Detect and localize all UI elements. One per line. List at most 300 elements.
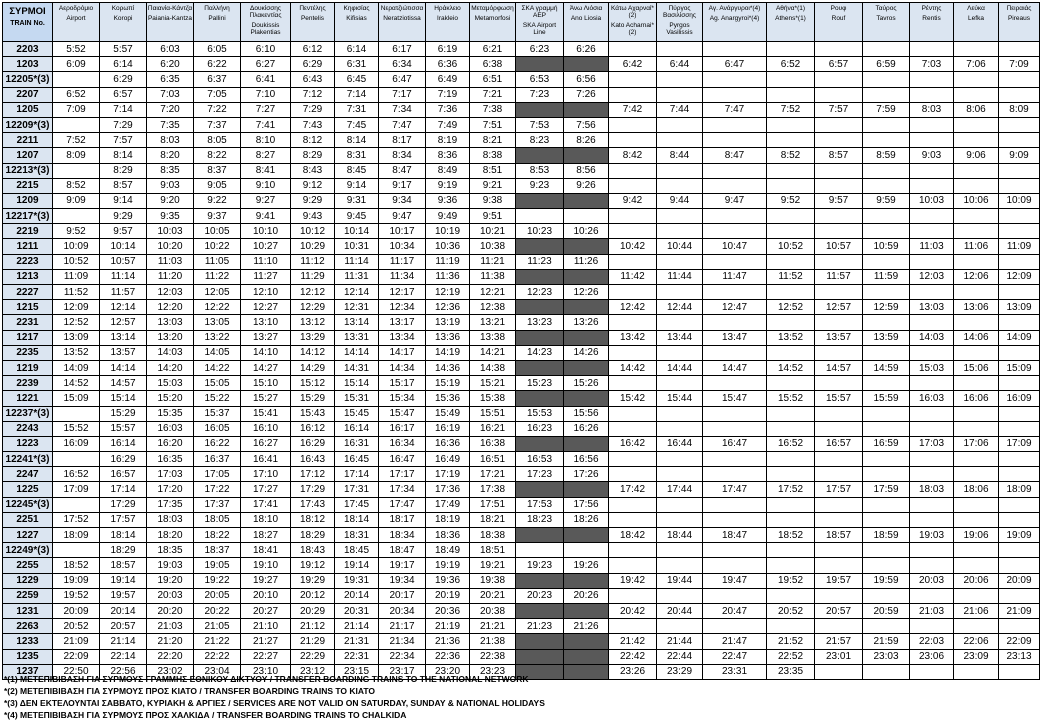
train-number-cell: 1219 <box>3 360 53 375</box>
time-cell: 16:03 <box>910 391 954 406</box>
time-cell: 21:36 <box>426 634 470 649</box>
empty-cell <box>815 163 863 178</box>
time-cell: 14:05 <box>194 345 241 360</box>
time-cell: 16:56 <box>564 452 609 467</box>
time-cell: 22:56 <box>100 664 147 679</box>
empty-cell <box>863 87 910 102</box>
time-cell: 19:42 <box>609 573 657 588</box>
time-cell: 6:17 <box>379 42 426 57</box>
empty-cell <box>999 452 1040 467</box>
time-cell: 8:03 <box>910 102 954 117</box>
empty-cell <box>954 421 999 436</box>
time-cell: 17:05 <box>194 467 241 482</box>
empty-cell <box>815 588 863 603</box>
time-cell: 18:23 <box>516 512 564 527</box>
empty-cell <box>53 209 100 224</box>
time-cell: 20:21 <box>470 588 516 603</box>
time-cell: 22:42 <box>609 649 657 664</box>
empty-cell <box>657 285 703 300</box>
header-label-greek: Ταύρος <box>875 5 897 12</box>
empty-cell <box>815 72 863 87</box>
time-cell: 7:27 <box>241 102 291 117</box>
empty-cell <box>609 558 657 573</box>
time-cell: 10:44 <box>657 239 703 254</box>
time-cell: 17:45 <box>335 497 379 512</box>
empty-cell <box>767 543 815 558</box>
no-service-cell <box>516 634 564 649</box>
empty-cell <box>954 315 999 330</box>
train-number-cell: 2203 <box>3 42 53 57</box>
empty-cell <box>910 224 954 239</box>
empty-cell <box>703 87 767 102</box>
time-cell: 18:57 <box>815 528 863 543</box>
time-cell: 17:56 <box>564 497 609 512</box>
time-cell: 19:09 <box>53 573 100 588</box>
time-cell: 7:10 <box>241 87 291 102</box>
time-cell: 16:37 <box>194 452 241 467</box>
time-cell: 16:47 <box>703 436 767 451</box>
time-cell: 9:03 <box>910 148 954 163</box>
no-service-cell <box>564 528 609 543</box>
time-cell: 13:17 <box>379 315 426 330</box>
time-cell: 6:03 <box>147 42 194 57</box>
time-cell: 18:44 <box>657 528 703 543</box>
time-cell: 8:38 <box>470 148 516 163</box>
time-cell: 13:27 <box>241 330 291 345</box>
empty-cell <box>609 42 657 57</box>
time-cell: 19:38 <box>470 573 516 588</box>
empty-cell <box>954 588 999 603</box>
time-cell: 9:49 <box>426 209 470 224</box>
time-cell: 19:52 <box>53 588 100 603</box>
time-cell: 6:12 <box>291 42 335 57</box>
time-cell: 21:22 <box>194 634 241 649</box>
table-row <box>3 239 1040 254</box>
header-label-greek: Παιανία-Κάντζα <box>147 5 193 12</box>
station-header <box>147 3 194 42</box>
time-cell: 7:20 <box>147 102 194 117</box>
time-cell: 11:20 <box>147 269 194 284</box>
header-label-english: Doukissis Plakentias <box>250 22 281 36</box>
time-cell: 13:23 <box>516 315 564 330</box>
empty-cell <box>999 421 1040 436</box>
empty-cell <box>657 543 703 558</box>
time-cell: 13:44 <box>657 330 703 345</box>
time-cell: 11:38 <box>470 269 516 284</box>
time-cell: 13:57 <box>100 345 147 360</box>
time-cell: 10:26 <box>564 224 609 239</box>
train-number-cell: 2259 <box>3 588 53 603</box>
time-cell: 17:44 <box>657 482 703 497</box>
train-number-cell: 2243 <box>3 421 53 436</box>
time-cell: 20:29 <box>291 603 335 618</box>
time-cell: 7:17 <box>379 87 426 102</box>
time-cell: 9:52 <box>53 224 100 239</box>
empty-cell <box>999 209 1040 224</box>
time-cell: 11:26 <box>564 254 609 269</box>
no-service-cell <box>516 391 564 406</box>
empty-cell <box>703 254 767 269</box>
station-header <box>194 3 241 42</box>
time-cell: 13:42 <box>609 330 657 345</box>
train-number-cell: 2255 <box>3 558 53 573</box>
time-cell: 20:52 <box>767 603 815 618</box>
train-number-cell: 2207 <box>3 87 53 102</box>
time-cell: 13:21 <box>470 315 516 330</box>
empty-cell <box>609 209 657 224</box>
time-cell: 8:57 <box>815 148 863 163</box>
time-cell: 6:09 <box>53 57 100 72</box>
time-cell: 6:42 <box>609 57 657 72</box>
no-service-cell <box>564 436 609 451</box>
time-cell: 18:05 <box>194 512 241 527</box>
time-cell: 15:53 <box>516 406 564 421</box>
time-cell: 12:26 <box>564 285 609 300</box>
header-label-english: Pyrgos Vasilissis <box>666 22 693 36</box>
no-service-cell <box>564 649 609 664</box>
header-label-greek: Νερατζιώτισσα <box>380 5 424 12</box>
time-cell: 17:53 <box>516 497 564 512</box>
time-cell: 10:05 <box>194 224 241 239</box>
time-cell: 22:27 <box>241 649 291 664</box>
train-number-cell: 1235 <box>3 649 53 664</box>
time-cell: 14:14 <box>335 345 379 360</box>
time-cell: 10:20 <box>147 239 194 254</box>
time-cell: 8:49 <box>426 163 470 178</box>
header-label-english: SKA Airport Line <box>522 22 557 36</box>
empty-cell <box>609 163 657 178</box>
table-row <box>3 163 1040 178</box>
time-cell: 10:14 <box>335 224 379 239</box>
time-cell: 15:22 <box>194 391 241 406</box>
empty-cell <box>767 42 815 57</box>
time-cell: 11:14 <box>335 254 379 269</box>
time-cell: 15:38 <box>470 391 516 406</box>
empty-cell <box>657 178 703 193</box>
empty-cell <box>999 376 1040 391</box>
time-cell: 13:10 <box>241 315 291 330</box>
time-cell: 19:12 <box>291 558 335 573</box>
time-cell: 6:51 <box>470 72 516 87</box>
empty-cell <box>910 345 954 360</box>
time-cell: 18:27 <box>241 528 291 543</box>
empty-cell <box>767 178 815 193</box>
time-cell: 9:09 <box>999 148 1040 163</box>
empty-cell <box>863 467 910 482</box>
train-number-cell: 12217*(3) <box>3 209 53 224</box>
time-cell: 15:09 <box>53 391 100 406</box>
station-header <box>379 3 426 42</box>
time-cell: 10:17 <box>379 224 426 239</box>
train-number-cell: 1227 <box>3 528 53 543</box>
empty-cell <box>910 72 954 87</box>
empty-cell <box>703 543 767 558</box>
empty-cell <box>767 345 815 360</box>
time-cell: 22:09 <box>999 634 1040 649</box>
time-cell: 11:09 <box>53 269 100 284</box>
empty-cell <box>910 406 954 421</box>
empty-cell <box>954 42 999 57</box>
time-cell: 13:59 <box>863 330 910 345</box>
table-row <box>3 436 1040 451</box>
time-cell: 7:36 <box>426 102 470 117</box>
time-cell: 11:52 <box>53 285 100 300</box>
time-cell: 8:29 <box>291 148 335 163</box>
table-row <box>3 72 1040 87</box>
empty-cell <box>53 543 100 558</box>
time-cell: 5:57 <box>100 42 147 57</box>
time-cell: 23:06 <box>910 649 954 664</box>
empty-cell <box>910 588 954 603</box>
time-cell: 23:23 <box>470 664 516 679</box>
table-row <box>3 497 1040 512</box>
header-label-english: Neratziotissa <box>383 15 421 22</box>
empty-cell <box>767 512 815 527</box>
time-cell: 7:44 <box>657 102 703 117</box>
time-cell: 10:14 <box>100 239 147 254</box>
empty-cell <box>657 72 703 87</box>
time-cell: 8:51 <box>470 163 516 178</box>
table-row <box>3 482 1040 497</box>
time-cell: 8:03 <box>147 133 194 148</box>
table-row <box>3 573 1040 588</box>
time-cell: 15:52 <box>767 391 815 406</box>
time-cell: 6:19 <box>426 42 470 57</box>
time-cell: 22:38 <box>470 649 516 664</box>
time-cell: 12:36 <box>426 300 470 315</box>
time-cell: 20:47 <box>703 603 767 618</box>
empty-cell <box>767 376 815 391</box>
time-cell: 20:59 <box>863 603 910 618</box>
empty-cell <box>999 619 1040 634</box>
time-cell: 9:43 <box>291 209 335 224</box>
time-cell: 6:49 <box>426 72 470 87</box>
time-cell: 15:26 <box>564 376 609 391</box>
time-cell: 15:49 <box>426 406 470 421</box>
time-cell: 18:47 <box>703 528 767 543</box>
time-cell: 8:41 <box>241 163 291 178</box>
empty-cell <box>657 87 703 102</box>
time-cell: 13:05 <box>194 315 241 330</box>
time-cell: 20:09 <box>53 603 100 618</box>
time-cell: 19:21 <box>470 558 516 573</box>
time-cell: 11:59 <box>863 269 910 284</box>
time-cell: 17:57 <box>815 482 863 497</box>
time-cell: 16:21 <box>470 421 516 436</box>
time-cell: 6:31 <box>335 57 379 72</box>
time-cell: 9:14 <box>100 193 147 208</box>
header-label-greek: Ρέντης <box>921 5 942 12</box>
header-label-greek: Αεροδρόμιο <box>58 5 94 12</box>
time-cell: 11:19 <box>426 254 470 269</box>
empty-cell <box>910 42 954 57</box>
time-cell: 10:29 <box>291 239 335 254</box>
time-cell: 20:26 <box>564 588 609 603</box>
train-number-cell: 2223 <box>3 254 53 269</box>
time-cell: 8:12 <box>291 133 335 148</box>
time-cell: 16:09 <box>999 391 1040 406</box>
time-cell: 21:21 <box>470 619 516 634</box>
header-label-greek: Άνω Λιόσια <box>569 5 603 12</box>
no-service-cell <box>564 193 609 208</box>
time-cell: 16:19 <box>426 421 470 436</box>
time-cell: 15:14 <box>335 376 379 391</box>
train-number-cell: 1225 <box>3 482 53 497</box>
time-cell: 16:49 <box>426 452 470 467</box>
time-cell: 16:05 <box>194 421 241 436</box>
station-header <box>516 3 564 42</box>
time-cell: 8:56 <box>564 163 609 178</box>
time-cell: 8:26 <box>564 133 609 148</box>
empty-cell <box>609 421 657 436</box>
time-cell: 17:57 <box>100 512 147 527</box>
time-cell: 22:47 <box>703 649 767 664</box>
header-label-greek: Ρουφ <box>830 5 847 12</box>
time-cell: 19:19 <box>426 558 470 573</box>
time-cell: 8:45 <box>335 163 379 178</box>
empty-cell <box>657 619 703 634</box>
header-label-greek: Πύργος Βασιλίσσης <box>662 5 696 19</box>
time-cell: 14:17 <box>379 345 426 360</box>
footnotes <box>4 673 1014 721</box>
train-number-cell: 12237*(3) <box>3 406 53 421</box>
empty-cell <box>767 72 815 87</box>
time-cell: 10:59 <box>863 239 910 254</box>
empty-cell <box>609 87 657 102</box>
train-number-cell: 2263 <box>3 619 53 634</box>
empty-cell <box>999 497 1040 512</box>
time-cell: 15:52 <box>53 421 100 436</box>
time-cell: 13:14 <box>335 315 379 330</box>
station-header <box>910 3 954 42</box>
no-service-cell <box>564 148 609 163</box>
time-cell: 8:19 <box>426 133 470 148</box>
no-service-cell <box>564 102 609 117</box>
header-label-english: Metamorfosi <box>474 15 511 22</box>
table-row <box>3 421 1040 436</box>
train-number-cell: 1223 <box>3 436 53 451</box>
time-cell: 20:57 <box>100 619 147 634</box>
time-cell: 6:57 <box>815 57 863 72</box>
time-cell: 22:34 <box>379 649 426 664</box>
time-cell: 21:31 <box>335 634 379 649</box>
empty-cell <box>954 72 999 87</box>
time-cell: 15:05 <box>194 376 241 391</box>
no-service-cell <box>516 300 564 315</box>
empty-cell <box>53 452 100 467</box>
header-label-greek: Πειραιάς <box>1006 5 1032 12</box>
empty-cell <box>999 315 1040 330</box>
time-cell: 12:38 <box>470 300 516 315</box>
table-row <box>3 133 1040 148</box>
empty-cell <box>999 178 1040 193</box>
time-cell: 12:27 <box>241 300 291 315</box>
station-header <box>241 3 291 42</box>
time-cell: 19:59 <box>863 573 910 588</box>
time-cell: 21:14 <box>335 619 379 634</box>
time-cell: 10:06 <box>954 193 999 208</box>
header-label-greek: Μεταμόρφωση <box>471 5 514 12</box>
time-cell: 6:45 <box>335 72 379 87</box>
time-cell: 11:09 <box>999 239 1040 254</box>
time-cell: 8:52 <box>767 148 815 163</box>
time-cell: 18:09 <box>999 482 1040 497</box>
time-cell: 23:03 <box>863 649 910 664</box>
time-cell: 18:21 <box>470 512 516 527</box>
time-cell: 7:05 <box>194 87 241 102</box>
empty-cell <box>815 224 863 239</box>
empty-cell <box>999 588 1040 603</box>
empty-cell <box>910 209 954 224</box>
time-cell: 13:38 <box>470 330 516 345</box>
time-cell: 19:44 <box>657 573 703 588</box>
empty-cell <box>815 345 863 360</box>
time-cell: 8:14 <box>100 148 147 163</box>
time-cell: 17:22 <box>194 482 241 497</box>
time-cell: 15:41 <box>241 406 291 421</box>
time-cell: 8:34 <box>379 148 426 163</box>
empty-cell <box>863 497 910 512</box>
time-cell: 10:57 <box>100 254 147 269</box>
time-cell: 20:57 <box>815 603 863 618</box>
time-cell: 9:51 <box>470 209 516 224</box>
header-label-english: Kato Acharnai*(2) <box>610 22 654 36</box>
empty-cell <box>703 452 767 467</box>
time-cell: 15:03 <box>910 360 954 375</box>
train-number-cell: 1207 <box>3 148 53 163</box>
time-cell: 8:22 <box>194 148 241 163</box>
train-number-cell: 1209 <box>3 193 53 208</box>
time-cell: 16:17 <box>379 421 426 436</box>
time-cell: 23:01 <box>815 649 863 664</box>
time-cell: 7:47 <box>703 102 767 117</box>
empty-cell <box>863 543 910 558</box>
time-cell: 6:14 <box>335 42 379 57</box>
time-cell: 23:17 <box>379 664 426 679</box>
time-cell: 16:14 <box>335 421 379 436</box>
no-service-cell <box>516 528 564 543</box>
station-header <box>100 3 147 42</box>
time-cell: 17:52 <box>767 482 815 497</box>
no-service-cell <box>516 193 564 208</box>
header-label-english: Koropi <box>113 15 133 22</box>
no-service-cell <box>516 330 564 345</box>
empty-cell <box>53 117 100 132</box>
empty-cell <box>815 117 863 132</box>
empty-cell <box>863 619 910 634</box>
empty-cell <box>609 254 657 269</box>
train-number-cell: 2239 <box>3 376 53 391</box>
time-cell: 21:27 <box>241 634 291 649</box>
time-cell: 18:03 <box>147 512 194 527</box>
empty-cell <box>767 558 815 573</box>
time-cell: 15:56 <box>564 406 609 421</box>
empty-cell <box>703 163 767 178</box>
time-cell: 17:29 <box>291 482 335 497</box>
time-cell: 18:57 <box>100 558 147 573</box>
empty-cell <box>516 543 564 558</box>
header-label-english: Rouf <box>831 15 846 22</box>
empty-cell <box>863 512 910 527</box>
time-cell: 22:22 <box>194 649 241 664</box>
time-cell: 7:14 <box>100 102 147 117</box>
time-cell: 13:52 <box>53 345 100 360</box>
empty-cell <box>863 42 910 57</box>
empty-cell <box>954 543 999 558</box>
time-cell: 19:36 <box>426 573 470 588</box>
time-cell: 6:47 <box>703 57 767 72</box>
train-number-cell: 2235 <box>3 345 53 360</box>
